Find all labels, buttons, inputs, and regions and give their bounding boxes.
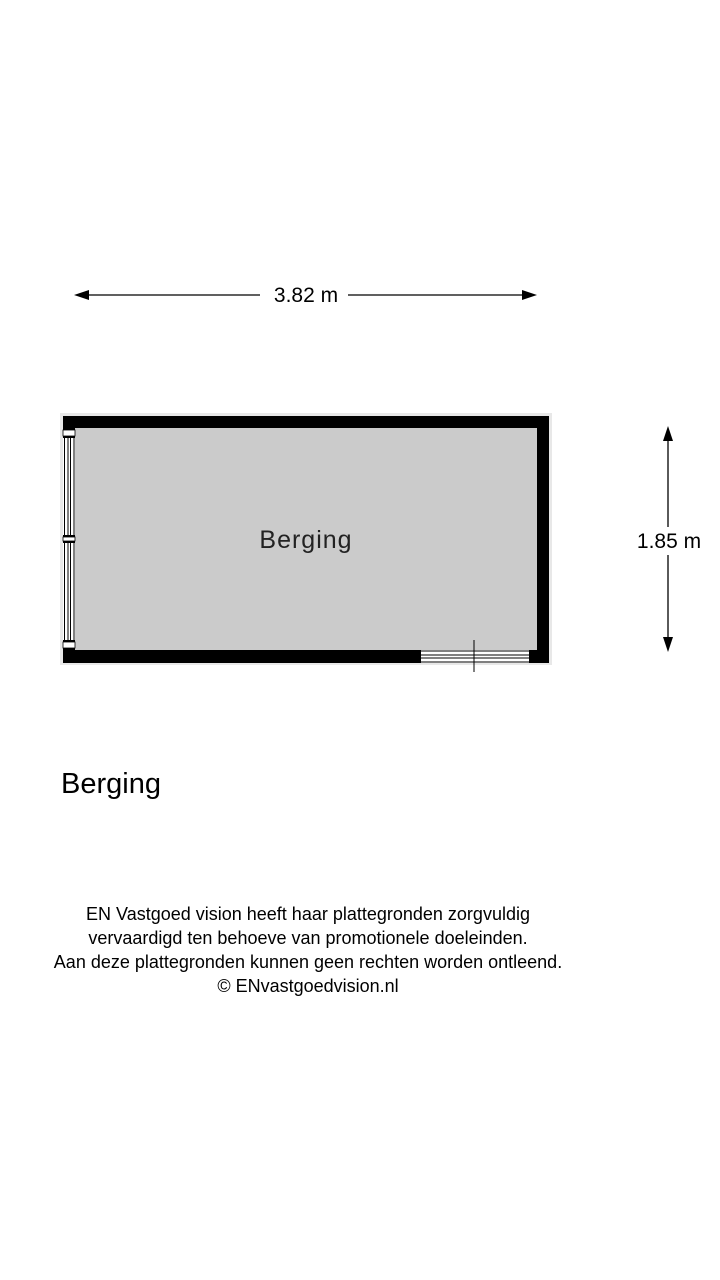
disclaimer-copyright: © ENvastgoedvision.nl: [217, 976, 399, 996]
window-left: [63, 428, 75, 650]
room-berging: [60, 413, 552, 672]
disclaimer: [0, 902, 616, 998]
disclaimer-line-3: Aan deze plattegronden kunnen geen rechten worden ontleend.: [53, 952, 563, 972]
window-left-sill-top: [63, 430, 75, 436]
disclaimer-line-1: EN Vastgoed vision heeft haar plattegronden zorgvuldig: [86, 904, 530, 924]
height-dimension-label: 1.85 m: [636, 530, 702, 553]
width-arrow-right-icon: [522, 290, 537, 300]
floorplan-caption: Berging: [61, 768, 161, 800]
width-arrow-left-icon: [74, 290, 89, 300]
door-opening: [420, 650, 530, 663]
height-dimension: [637, 426, 701, 652]
disclaimer-line-2: vervaardigd ten behoeve van promotionele doeleinden.: [88, 928, 528, 948]
height-arrow-bottom-icon: [663, 637, 673, 652]
window-left-sill-mid: [63, 537, 75, 541]
width-dimension-label: 3.82 m: [273, 284, 339, 307]
width-dimension: [74, 284, 537, 307]
window-left-sill-bottom: [63, 642, 75, 648]
room-label: Berging: [259, 526, 353, 554]
height-arrow-top-icon: [663, 426, 673, 441]
